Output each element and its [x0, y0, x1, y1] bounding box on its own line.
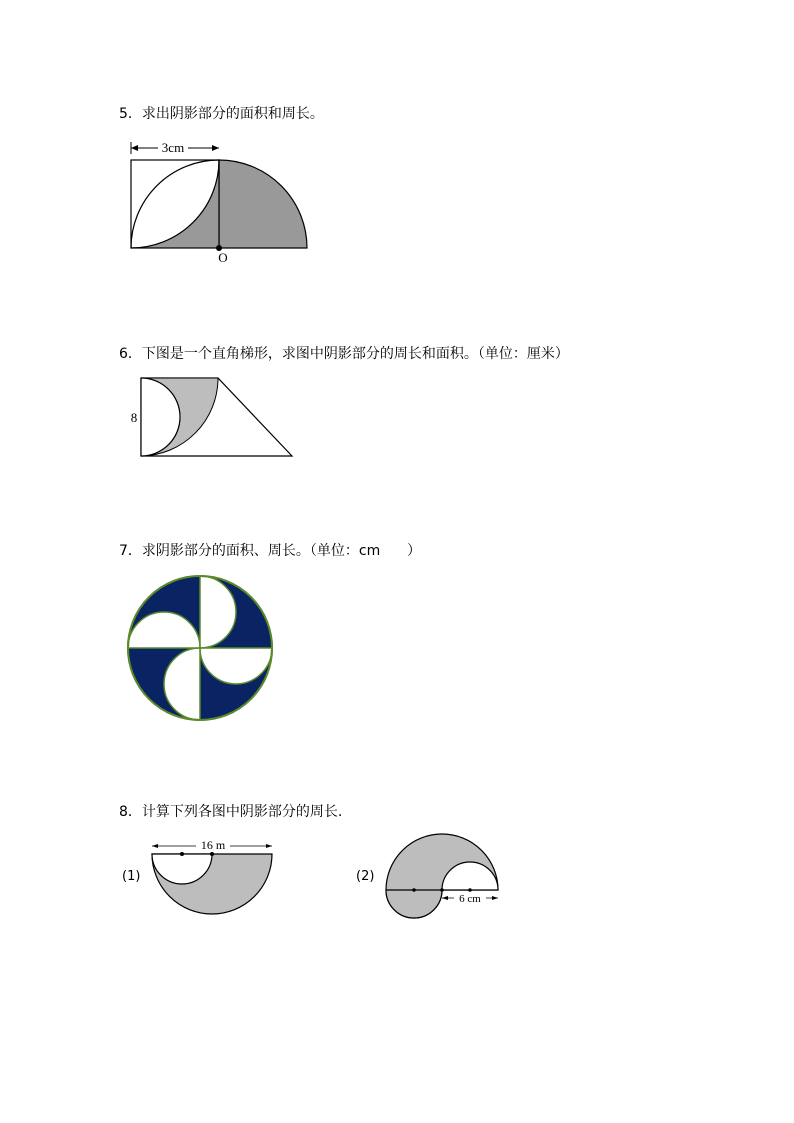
q8-part2-label: (2) — [356, 869, 375, 884]
question-5-text: 5．求出阴影部分的面积和周长。 — [119, 106, 324, 122]
q6-height-label: 8 — [130, 410, 138, 425]
figure-q8-2 — [382, 830, 506, 922]
q8-part1-label: (1) — [122, 869, 141, 884]
q8-2-lower-semicircle — [386, 890, 442, 918]
figure-q6 — [126, 374, 298, 462]
question-6-text: 6．下图是一个直角梯形，求图中阴影部分的周长和面积。（单位：厘米） — [119, 346, 569, 362]
figure-q5 — [124, 136, 314, 266]
figure-q7 — [124, 572, 276, 724]
q8-2-dimension-label: 6 cm — [459, 893, 481, 905]
question-7-text: 7．求阴影部分的面积、周长。（单位：cm ） — [119, 543, 421, 559]
q7-radius-label: 2cm — [151, 632, 177, 647]
question-8-text: 8．计算下列各图中阴影部分的周长. — [119, 804, 343, 820]
q5-right-semicircle — [219, 160, 307, 248]
q5-shaded-lens — [131, 160, 219, 248]
figure-q8-1 — [148, 836, 278, 918]
q5-center-label: O — [218, 250, 228, 265]
q5-width-label: 3cm — [161, 140, 185, 155]
q8-1-dimension-label: 16 m — [200, 838, 226, 852]
